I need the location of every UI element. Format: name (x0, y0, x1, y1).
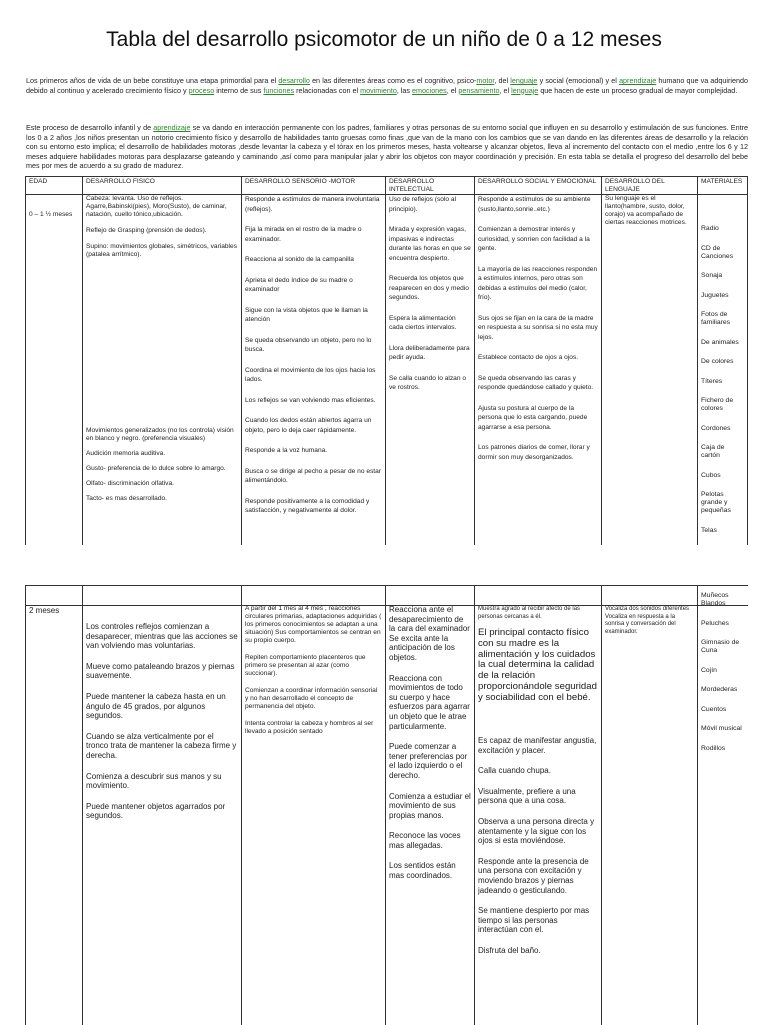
row1-fisico-3: Supino: movimientos globales, simétricos, variables (patalea arrítmico). (86, 243, 237, 258)
row1-fisico-1: Cabeza: levanta. Uso de reflejos. Agarre,Babinski(pies), Moro(Susto), de caminar, natación, cuello tónico,ubicación. (86, 195, 227, 218)
row2-sensorio-item-1: A partir del 1 mes al 4 mes , reacciones circulares primarias, adaptaciones adquiridas ( los primeros conocimientos se adaptan a una situación) Sus comportamientos se centran en su propio cuerpo. (245, 605, 382, 644)
row2-intelectual-list (386, 605, 474, 892)
row2-social-item-5: Responde ante la presencia de una persona con excitación y moviendo brazos y piernas jadeando o gesticulando. (478, 856, 589, 895)
row1-intelectual-item-1: Uso de reflejos (solo al principio). (389, 196, 457, 213)
row1-material-item-12: Cubos (701, 471, 721, 479)
row1-sensorio-item-2: Fija la mirada en el rostro de la madre o examinador. (245, 226, 362, 243)
row1-intelectual-list (386, 195, 474, 404)
row1-fisico-4: Movimientos generalizados (no los controla) visión en blanco y negro. (preferencia visuales) (86, 427, 234, 442)
row2-social-item-2: Calla cuando chupa. (478, 766, 551, 776)
row1-material-item-14: Telas (701, 526, 717, 534)
link-pensamiento[interactable]: pensamiento (458, 85, 500, 95)
row1-intelectual-item-3: Recuerda los objetos que reaparecen en dos y medio segundos. (389, 275, 469, 301)
page-break (0, 545, 768, 581)
row1-material-item-4: Juguetes (701, 291, 729, 299)
row1-materiales-list (698, 225, 747, 546)
row1-material-item-9: Fichero de colores (701, 397, 734, 412)
row1-social-item-1: Responde a estímulos de su ambiente (susto,llanto,sonrie..etc.) (478, 196, 591, 213)
row1-material-item-2: CD de Canciones (701, 244, 734, 260)
row1-fisico-2: Reflejo de Grasping (prensión de dedos). (86, 227, 207, 234)
row2-intelectual-item-3: Puede comenzar a tener preferencias por el lado izquierdo o el derecho. (389, 742, 468, 780)
row2-social-a: Muestra agrado al recibir afecto de las personas cercanas a él. (478, 606, 581, 620)
row1-social-item-4: Sus ojos se fijan en la cara de la madre en respuesta a su sonrisa si no esta muy lejos. (478, 314, 598, 341)
row1-social-item-2: Comienzan a demostrar interés y curiosidad, y sonríen con facilidad a la gente. (478, 226, 590, 252)
row1-intelectual-item-2: Mirada y expresión vagas, impasivas e indirectas durante las horas en que se encuentra despierto. (389, 226, 471, 262)
intro-paragraph-1: Los primeros años de vida de un bebe constituye una etapa primordial para el desarrollo en las diferentes áreas como es el cognitivo, psico-motor, del lenguaje y social (emocional) y el aprendizaje humano que va adquiriendo debido al continuo y acelerado crecimiento físico y proceso interno de sus funciones relacionadas con el movimiento, las emociones, el pensamiento, el lenguaje que hacen de este un proceso gradual de mayor complejidad. (26, 76, 748, 95)
row2-intelectual-item-5: Reconoce las voces mas allegadas. (389, 831, 461, 850)
row2-fisico-item-6: Puede mantener objetos agarrados por segundos. (86, 801, 226, 821)
row1-social-item-7: Ajusta su postura al cuerpo de la persona que lo esta cargando, puede agarrarse a esa persona. (478, 404, 588, 431)
row1-material-item-1: Radio (701, 225, 719, 232)
link-lenguaje-2[interactable]: lenguaje (511, 85, 539, 95)
header-social: DESARROLLO SOCIAL Y EMOCIONAL (478, 178, 597, 185)
row1-sensorio-item-10: Responde a la voz humana. (245, 447, 328, 454)
row2-fisico-item-4: Cuando se alza verticalmente por el tronco trata de mantener la cabeza firme y derecha. (86, 731, 237, 760)
row1-edad: 0 – 1 ½ meses (29, 211, 73, 218)
row2-edad: 2 meses (29, 606, 60, 615)
row2-social-item-7: Disfruta del baño. (478, 945, 541, 955)
row2-sensorio-item-4: Intenta controlar la cabeza y hombros al ser llevado a posición sentado (245, 720, 374, 735)
row1-social-item-3: La mayoría de las reacciones responden a estímulos internos, pero otras son debidas a estímulos del medio (calor, frío). (478, 265, 598, 301)
row2-intelectual-item-1: Reacciona ante el desaparecimiento de la cara del examinador Se excita ante la anticipación de los objetos. (389, 605, 470, 662)
row2-material-item-2: Peluches (701, 619, 729, 627)
row2-social-item-3: Visualmente, prefiere a una persona que a una cosa. (478, 786, 576, 806)
row2-sensorio-item-2: Repiten comportamiento placenteros que primero se presentan al azar (como succionar). (245, 654, 366, 677)
row2-sensorio-item-3: Comienzan a coordinar información sensorial y no han desarrollado el concepto de permanencia del objeto. (245, 687, 378, 710)
link-proceso[interactable]: proceso (188, 85, 215, 95)
row1-social-item-8: Los patrones diarios de comer, llorar y dormir son muy desorganizados. (478, 444, 590, 461)
row2-fisico-item-1: Los controles reflejos comienzan a desaparecer, mientras que las acciones se van volviendo mas voluntarias. (86, 622, 238, 651)
row1-material-item-5: Fotos de familiares (701, 311, 731, 326)
row1-fisico-5: Audición memoria auditiva. (86, 450, 166, 457)
row2-material-item-7: Móvil musical (701, 725, 742, 732)
header-edad: EDAD (29, 178, 48, 185)
row1-sensorio-item-3: Reacciona al sonido de la campanilla (245, 256, 354, 263)
row1-sensorio-item-1: Responde a estímulos de manera involuntaria (reflejos). (245, 196, 380, 213)
link-aprendizaje-2[interactable]: aprendizaje (153, 123, 191, 132)
row1-intelectual-item-6: Se calla cuando lo alzan o ve rostros. (389, 374, 466, 391)
header-intelectual: DESARROLLO INTELECTUAL (389, 178, 435, 193)
row1-sensorio-item-11: Busca o se dirige al pecho a pesar de no estar alimentándolo. (245, 467, 381, 484)
row1-lenguaje: Su lenguaje es el llanto(hambre, susto, dolor, corajo) va acompañado de ciertas reacciones motrices. (605, 195, 687, 226)
row1-social-item-5: Establece contacto de ojos a ojos. (478, 354, 579, 361)
row2-material-item-3: Gimnasio de Cuna (701, 639, 740, 654)
link-movimiento[interactable]: movimiento (360, 85, 397, 95)
link-aprendizaje[interactable]: aprendizaje (619, 76, 657, 85)
row1-fisico-7: Olfato- discriminación olfativa. (86, 480, 174, 487)
link-desarrollo[interactable]: desarrollo (278, 76, 310, 85)
link-lenguaje[interactable]: lenguaje (510, 76, 538, 85)
row1-sensorio-item-4: Aprieta el dedo índice de su madre o examinador (245, 276, 353, 293)
header-fisico: DESARROLLO FISICO (86, 178, 155, 185)
row2-social-item-4: Observa a una persona directa y atentamente y la sigue con los ojos si esta moviéndose. (478, 816, 595, 846)
row1-material-item-10: Cordones (701, 424, 731, 432)
row1-fisico-6: Gusto- preferencia de lo dulce sobre lo amargo. (86, 465, 226, 472)
row2-fisico-list (83, 622, 241, 832)
row2-social-item-1: Es capaz de manifestar angustia, excitación y placer. (478, 736, 597, 755)
header-sensorio: DESARROLLO SENSORIO -MOTOR (245, 178, 356, 185)
link-emociones[interactable]: emociones (412, 85, 447, 95)
row2-material-item-8: Rodillos (701, 744, 726, 752)
row1-sensorio-item-9: Cuando los dedos están abiertos agarra un objeto, pero lo deja caer rápidamente. (245, 417, 372, 434)
row1-social-list (475, 195, 601, 473)
row1-social-item-6: Se queda observando las caras y responde quedándose callado y quieto. (478, 374, 594, 391)
intro-paragraph-2: Este proceso de desarrollo infantil y de aprendizaje se va dando en interacción permanente con los padres, familiares y otras personas de su entorno social que influyen en su desarrollo y estimulación de sus funciones. Entre los 0 a 2 años ,los niños presentan un notorio crecimiento físico y desarrollo de habilidades tanto gruesas como finas ,que van de la mano con los cambios que se van dando en las diferentes áreas de desarrollo y la relación con su entorno esto implica; el desarrollo de habilidades motoras ,desde levantar la cabeza y el tórax en los primeros meses, hasta voltearse y alcanzar objetos, lleva al incremento del contacto con el medio ,entre los 6 y 12 meses adquiere habilidades motoras para desplazarse gateando y caminando ,así como para manipular jalar y abrir los objetos con mayor coordinación y precisión. En esta tabla se detalla el progreso del desarrollo del bebe mes por mes de acuerdo a su grado de madurez. (26, 123, 748, 171)
row2-intelectual-item-2: Reacciona con movimientos de todo su cuerpo y hace esfuerzos para agarrar un objeto que le atrae particularmente. (389, 673, 470, 731)
row1-sensorio-item-5: Sigue con la vista objetos que le llaman la atención (245, 306, 368, 323)
page-title: Tabla del desarrollo psicomotor de un niño de 0 a 12 meses (106, 28, 662, 51)
row1-sensorio-item-8: Los reflejos se van volviendo mas eficientes. (245, 396, 376, 404)
row1-material-item-13: Pelotas grande y pequeñas (701, 491, 731, 514)
row2-social-item-6: Se mantiene despierto por mas tiempo si las personas interactúan con el. (478, 906, 590, 935)
header-lenguaje: DESARROLLO DEL LENGUAJE (605, 178, 665, 193)
row1-sensorio-item-12: Responde positivamente a la comodidad y satisfacción, y negativamente al dolor. (245, 497, 370, 514)
row2-social-b: El principal contacto físico con su madre es la alimentación y los cuidados la cual determina la calidad de la relación proporcionándole seguridad y sociabilidad con el bebé. (478, 627, 597, 703)
row1-fisico-8: Tacto- es mas desarrollado. (86, 495, 167, 502)
row2-materiales-list (698, 592, 748, 764)
row2-material-item-6: Cuentos (701, 705, 727, 713)
row2-lenguaje: Vocaliza dos sonidos diferentes Vocaliza en respuesta a la sonrisa y conversación del examinador. (605, 606, 690, 635)
row1-sensorio-item-7: Coordina el movimiento de los ojos hacia los lados. (245, 366, 376, 383)
row2-intelectual-item-4: Comienza a estudiar el movimiento de sus propias manos. (389, 791, 471, 820)
link-funciones[interactable]: funciones (263, 85, 295, 95)
row2-material-item-4: Cojín (701, 666, 717, 674)
row1-intelectual-item-5: Llora deliberadamente para pedir ayuda. (389, 344, 470, 361)
development-table-page-2 (25, 585, 748, 1025)
row1-material-item-3: Sonaja (701, 272, 723, 279)
row1-material-item-11: Caja de cartón (701, 444, 725, 459)
row1-material-item-8: Títeres (701, 377, 723, 385)
row1-sensorio-list (242, 195, 385, 527)
row1-material-item-6: De animales (701, 338, 739, 346)
row2-fisico-item-3: Puede mantener la cabeza hasta en un ángulo de 45 grados, por algunos segundos. (86, 691, 226, 721)
row2-fisico-item-2: Mueve como pataleando brazos y piernas suavemente. (86, 661, 235, 681)
row2-fisico-item-5: Comienza a descubrir sus manos y su movimiento. (86, 771, 222, 791)
row2-social-list (475, 736, 601, 967)
row1-material-item-7: De colores (701, 358, 734, 365)
row2-intelectual-item-6: Los sentidos están mas coordinados. (389, 861, 456, 881)
row2-sensorio-list (242, 605, 385, 745)
row2-material-item-1: Muñecos Blandos (701, 592, 729, 607)
header-materiales: MATERIALES (701, 178, 743, 185)
row2-material-item-5: Mordederas (701, 686, 738, 693)
link-motor[interactable]: motor (476, 76, 495, 85)
development-table-page-1 (25, 176, 748, 546)
row1-intelectual-item-4: Espera la alimentación cada ciertos intervalos. (389, 314, 457, 331)
row1-sensorio-item-6: Se queda observando un objeto, pero no lo busca. (245, 336, 372, 353)
